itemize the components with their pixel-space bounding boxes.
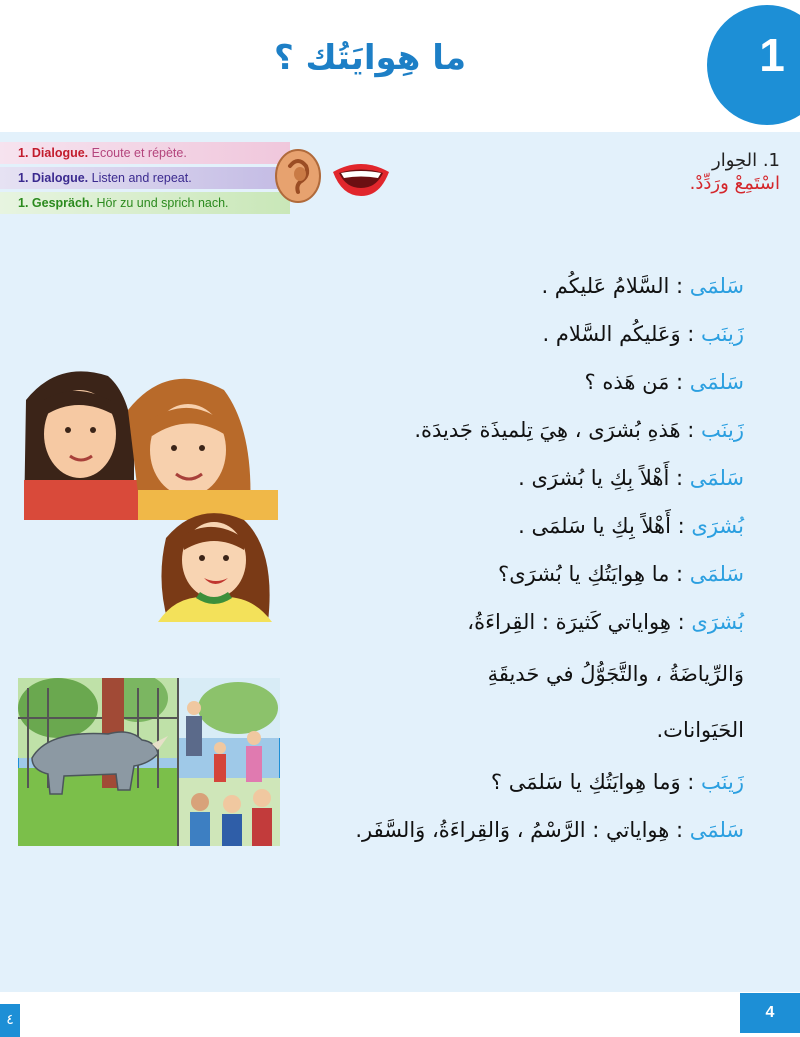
speaker-name: زَينَب <box>701 418 744 442</box>
mouth-icon <box>330 158 392 198</box>
dialogue-text: وَالرِّياضَةُ ، والتَّجَوُّلُ في حَديقَةِ <box>487 662 744 686</box>
speaker-name: زَينَب <box>701 770 744 794</box>
speaker-name: سَلمَى <box>689 818 744 842</box>
instruction-bars <box>0 142 290 217</box>
dialogue-text: ما هِوايَتُكِ يا بُشرَى؟ <box>498 562 670 586</box>
instruction-text: Ecoute et répète. <box>88 146 187 160</box>
speaker-name: سَلمَى <box>689 466 744 490</box>
speaker-name: بُشرَى <box>691 514 744 538</box>
instruction-label: 1. Gespräch. <box>18 196 94 210</box>
page-number-arabic: ٤ <box>0 1004 20 1037</box>
dialogue-continuation <box>304 646 744 702</box>
dialogue-text: هِواياتي : الرَّسْمُ ، وَالقِراءَةُ، وَالسَّفَر. <box>355 818 670 842</box>
header <box>0 0 800 132</box>
dialogue-text: السَّلامُ عَليكُم . <box>541 274 670 298</box>
speaker-name: بُشرَى <box>691 610 744 634</box>
ear-icon <box>270 148 326 204</box>
dialogue-line: سَلمَى : ما هِوايَتُكِ يا بُشرَى؟ <box>498 562 744 586</box>
instruction-label: 1. Dialogue. <box>18 171 89 185</box>
section-instruction: اسْتَمِعْ ورَدِّدْ. <box>689 173 780 194</box>
instruction-english <box>0 167 290 189</box>
instruction-text: Hör zu und sprich nach. <box>93 196 229 210</box>
dialogue-text: أَهْلاً بِكِ يا بُشرَى . <box>518 466 670 490</box>
dialogue-text: وَما هِوايَتُكِ يا سَلمَى ؟ <box>490 770 681 794</box>
page-number: 4 <box>740 993 800 1033</box>
instruction-label: 1. Dialogue. <box>18 146 89 160</box>
dialogue-line: زَينَب : وَما هِوايَتُكِ يا سَلمَى ؟ <box>490 770 744 794</box>
lesson-title: ما هِوايَتُك ؟ <box>273 38 467 78</box>
dialogue-line: زَينَب : هَذهِ بُشرَى ، هِيَ تِلميذَة جَديدَة. <box>414 418 744 442</box>
speaker-name: سَلمَى <box>689 370 744 394</box>
speaker-name: سَلمَى <box>689 274 744 298</box>
dialogue-continuation <box>304 702 744 758</box>
dialogue-line: سَلمَى : مَن هَذه ؟ <box>584 370 744 394</box>
dialogue-line: زَينَب : وَعَليكُم السَّلام . <box>542 322 744 346</box>
dialogue-line: سَلمَى : أَهْلاً بِكِ يا بُشرَى . <box>518 466 744 490</box>
dialogue-text: أَهْلاً بِكِ يا سَلمَى . <box>518 514 671 538</box>
section-title: 1. الحِوار <box>712 150 780 171</box>
dialogue-line: بُشرَى : أَهْلاً بِكِ يا سَلمَى . <box>518 514 744 538</box>
instruction-german <box>0 192 290 214</box>
speaker-name: زَينَب <box>701 322 744 346</box>
dialogue-line: بُشرَى : هِواياتي كَثيرَة : القِراءَةُ، <box>467 610 744 634</box>
zoo-illustration <box>18 678 280 846</box>
instruction-french <box>0 142 290 164</box>
girls-illustration <box>18 360 278 630</box>
dialogue-text: الحَيَوانات. <box>656 718 744 742</box>
footer <box>0 992 800 1037</box>
dialogue-text: هِواياتي كَثيرَة : القِراءَةُ، <box>467 610 671 634</box>
dialogue-text: هَذهِ بُشرَى ، هِيَ تِلميذَة جَديدَة. <box>414 418 681 442</box>
section-heading <box>560 150 780 194</box>
lesson-number: 1 <box>759 29 785 81</box>
dialogue <box>304 262 744 854</box>
dialogue-text: مَن هَذه ؟ <box>584 370 670 394</box>
dialogue-line: سَلمَى : السَّلامُ عَليكُم . <box>541 274 744 298</box>
dialogue-text: وَعَليكُم السَّلام . <box>542 322 681 346</box>
instruction-text: Listen and repeat. <box>88 171 192 185</box>
dialogue-line: سَلمَى : هِواياتي : الرَّسْمُ ، وَالقِراءَةُ، وَالسَّفَر. <box>355 818 744 842</box>
speaker-name: سَلمَى <box>689 562 744 586</box>
